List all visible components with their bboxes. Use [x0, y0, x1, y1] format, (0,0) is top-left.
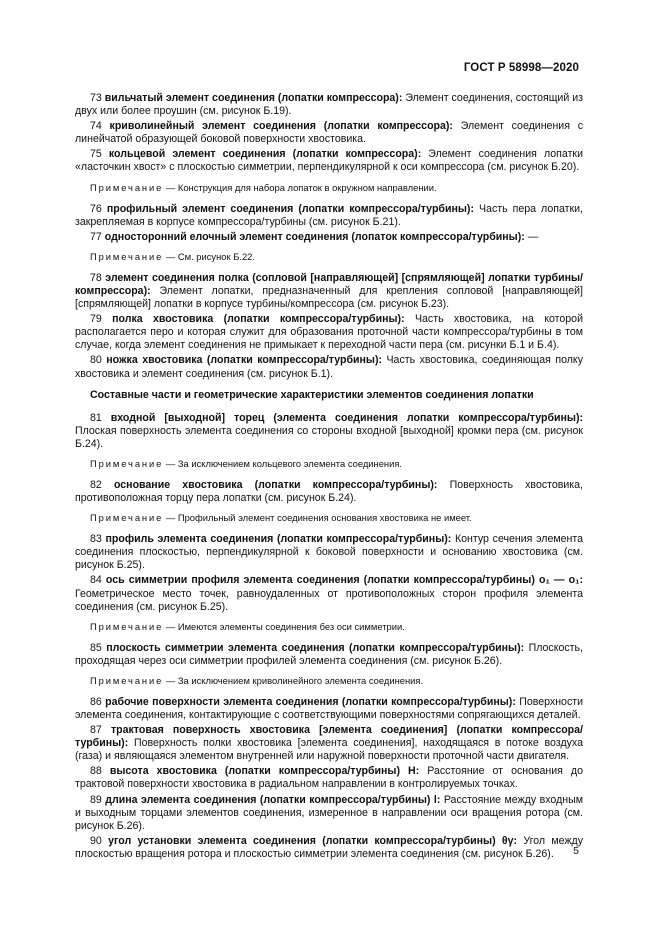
note: Примечание — За исключением кольцевого элемента соединения. [90, 457, 403, 469]
note: Примечание — Имеются элементы соединения без оси симметрии. [90, 620, 405, 632]
term-entry: 88 высота хвостовика (лопатки компрессора/турбины) H: Расстояние от основания до трактовой поверхности хвостовика в радиальном направлении в контролируемых точках. [75, 765, 584, 791]
term-entry: 75 кольцевой элемент соединения (лопатки компрессора): Элемент соединения лопатки «ласточкин хвост» с плоскостью симметрии, перпендикулярной к оси компрессора (см. рисунок Б.20). [75, 148, 583, 174]
note: Примечание — Конструкция для набора лопаток в окружном направлении. [90, 181, 437, 193]
term-entry: 77 односторонний елочный элемент соединения (лопаток компрессора/турбины): — [90, 230, 539, 243]
term-entry: 83 профиль элемента соединения (лопатки компрессора/турбины): Контур сечения элемента соединения плоскостью, перпендикулярной к боковой поверхности и основанию хвостовика (см. рисунок Б.25). [75, 533, 583, 572]
term-entry: 85 плоскость симметрии элемента соединения (лопатки компрессора/турбины): Плоскость, проходящая через оси симметрии профилей элемента соединения (см. рисунок Б.26). [75, 641, 583, 667]
term-entry: 76 профильный элемент соединения (лопатки компрессора/турбины): Часть пера лопатки, закрепляемая в корпусе компрессора/турбины (см. рисунок Б.21). [75, 202, 583, 228]
term-entry: 87 трактовая поверхность хвостовика [элемента соединения] (лопатки компрессора/турбины): Поверхность полки хвостовика [элемента соединения], находящаяся в потоке воздуха (газа) и являющаяся элементом внутренней или наружной поверхности проточной части двигателя. [75, 724, 583, 763]
note: Примечание — За исключением криволинейного элемента соединения. [90, 674, 424, 686]
note: Примечание — См. рисунок Б.22. [90, 250, 255, 262]
term-entry: 86 рабочие поверхности элемента соединения (лопатки компрессора/турбины): Поверхности элемента соединения, контактирующие с соответствующими поверхностями сопрягающихся деталей. [75, 695, 584, 721]
term-entry: 82 основание хвостовика (лопатки компрессора/турбины): Поверхность хвостовика, противоположная торцу пера лопатки (см. рисунок Б.24). [75, 478, 583, 505]
term-entry: 81 входной [выходной] торец (элемента соединения лопатки компрессора/турбины): Плоская поверхность элемента соединения со стороны входной [выходной] кромки пера (см. рисунок Б.24). [75, 411, 584, 450]
term-entry: 79 полка хвостовика (лопатки компрессора/турбины): Часть хвостовика, на которой располагается перо и которая служит для образования проточной части компрессора/турбины в том случае, когда элемент соединения не примыкает к переходной части пера (см. рисунки Б.1 и Б.4). [75, 313, 583, 352]
term-entry: 80 ножка хвостовика (лопатки компрессора/турбины): Часть хвостовика, соединяющая полку хвостовика и элемент соединения (см. рисунок Б.1). [75, 354, 583, 380]
term-entry: 89 длина элемента соединения (лопатки компрессора/турбины) l: Расстояние между входным и выходным торцами элементов соединения, измеренное в направлении оси вращения ротора (см. рисунок Б.26). [75, 793, 583, 832]
standard-code: ГОСТ Р 58998—2020 [463, 62, 579, 74]
term-entry: 74 криволинейный элемент соединения (лопатки компрессора): Элемент соединения с линейчатой образующей боковой поверхности хвостовика. [75, 120, 583, 146]
term-entry: 90 угол установки элемента соединения (лопатки компрессора/турбины) θγ: Угол между плоскостью вращения ротора и плоскостью симметрии элемента соединения (см. рисунок Б.26). [75, 834, 584, 860]
document-body [75, 92, 583, 863]
term-entry: 84 ось симметрии профиля элемента соединения (лопатки компрессора/турбины) o₁ — o₁: Геометрическое место точек, равноудаленных от противоположных сторон профиля элемента соединения (см. рисунок Б.25). [75, 574, 583, 613]
term-entry: 78 элемент соединения полка (сопловой [направляющей] [спрямляющей] лопатки турбины/компрессора): Элемент лопатки, предназначенный для крепления сопловой [направляющей] [спрямляющей] лопатки в корпусе турбины/компрессора (см. рисунок Б.23). [75, 271, 583, 311]
note: Примечание — Профильный элемент соединения основания хвостовика не имеет. [90, 512, 472, 524]
section-title: Составные части и геометрические характеристики элементов соединения лопатки [90, 388, 534, 401]
term-entry: 73 вильчатый элемент соединения (лопатки компрессора): Элемент соединения, состоящий из двух или более проушин (см. рисунок Б.19). [75, 92, 583, 118]
page-number: 5 [573, 845, 579, 857]
